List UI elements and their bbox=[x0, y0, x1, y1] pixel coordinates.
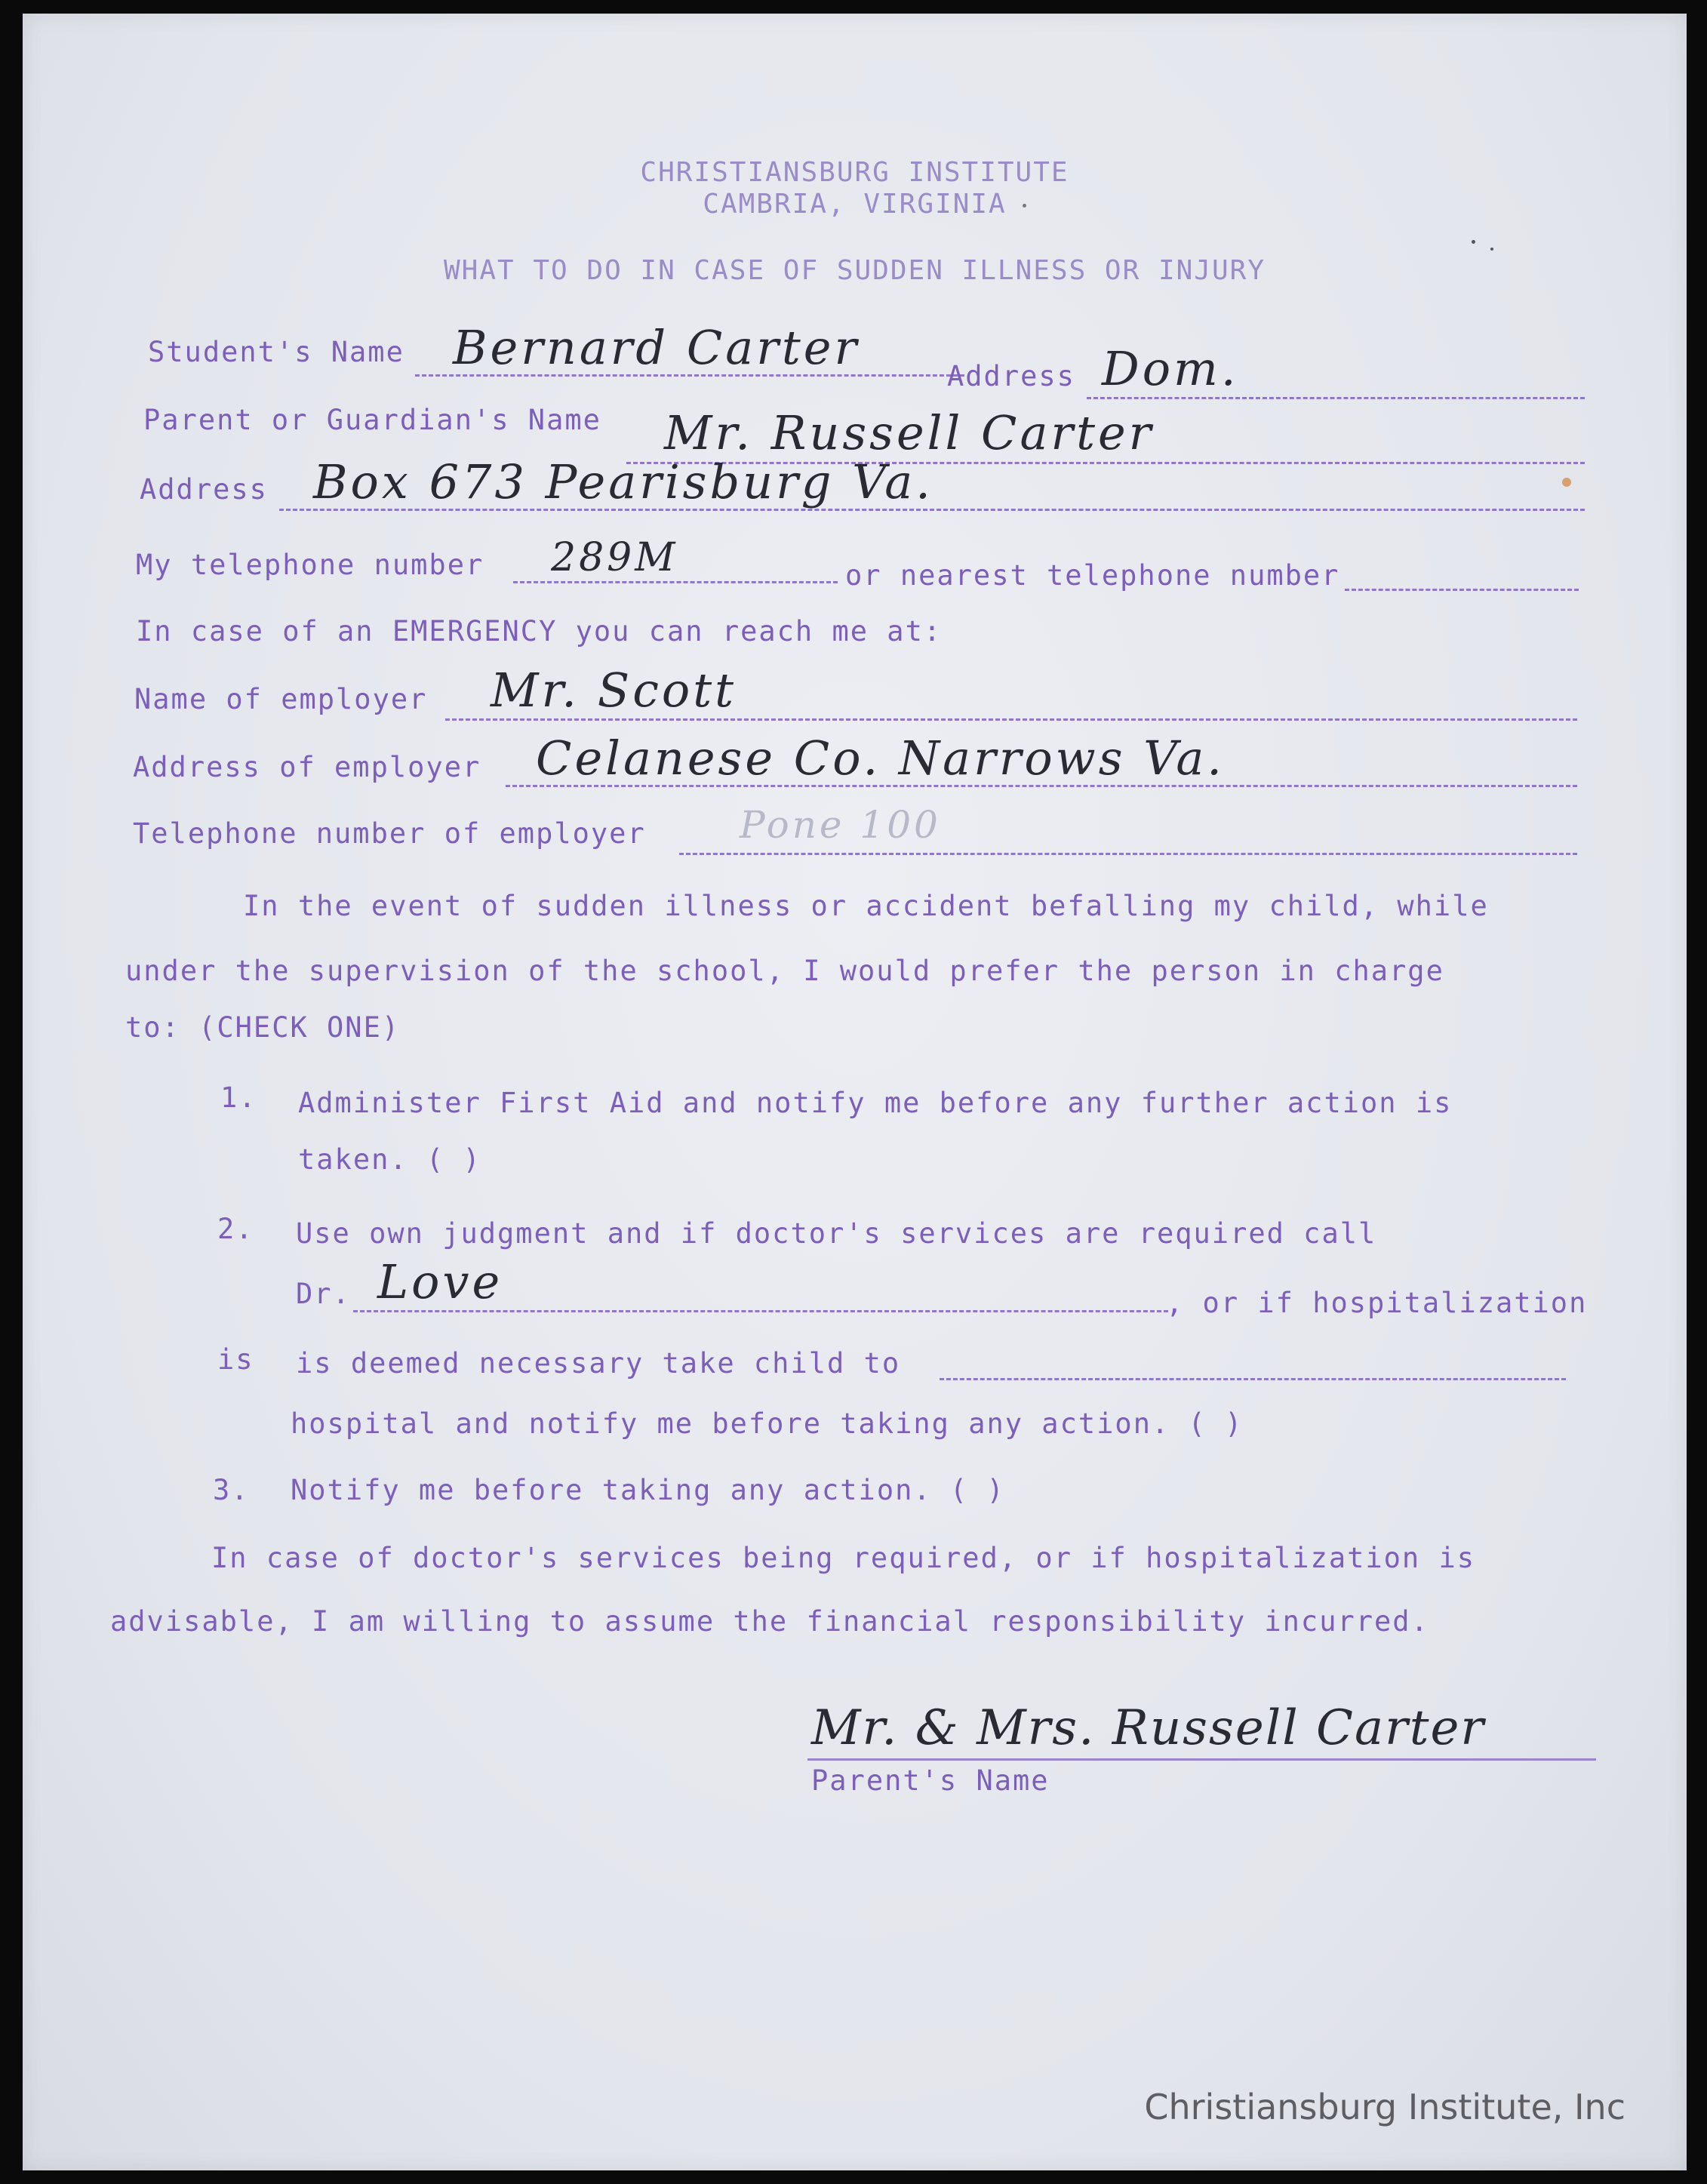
emergency-label: In case of an EMERGENCY you can reach me at: bbox=[136, 615, 943, 648]
signature-line bbox=[807, 1758, 1596, 1761]
option3-line1: Notify me before taking any action. ( ) bbox=[291, 1474, 1005, 1506]
paragraph1-line1: In the event of sudden illness or accident befalling my child, while bbox=[243, 890, 1489, 922]
paper-speck bbox=[1472, 240, 1475, 244]
employer-name-value: Mr. Scott bbox=[491, 663, 737, 718]
option2-dr-line bbox=[353, 1310, 1168, 1312]
option1-line1: Administer First Aid and notify me before any further action is bbox=[298, 1087, 1453, 1119]
telephone-line bbox=[513, 581, 838, 583]
telephone-label: My telephone number bbox=[136, 549, 484, 581]
paper-speck bbox=[1490, 248, 1493, 251]
parent-signature: Mr. & Mrs. Russell Carter bbox=[811, 1700, 1485, 1756]
employer-name-label: Name of employer bbox=[134, 683, 428, 715]
option2-dr-label: Dr. bbox=[296, 1278, 351, 1310]
institution-name: CHRISTIANSBURG INSTITUTE bbox=[640, 157, 1069, 188]
nearest-telephone-label: or nearest telephone number bbox=[845, 559, 1340, 592]
student-address-value: Dom. bbox=[1102, 341, 1239, 396]
paragraph2-line2: advisable, I am willing to assume the financial responsibility incurred. bbox=[110, 1605, 1429, 1638]
employer-phone-label: Telephone number of employer bbox=[133, 817, 646, 850]
telephone-value: 289M bbox=[551, 535, 678, 580]
paragraph1-line3: to: (CHECK ONE) bbox=[125, 1011, 401, 1044]
employer-phone-value: Pone 100 bbox=[740, 803, 941, 847]
option1-line2: taken. ( ) bbox=[298, 1143, 481, 1176]
guardian-value: Mr. Russell Carter bbox=[664, 405, 1155, 460]
form-title: WHAT TO DO IN CASE OF SUDDEN ILLNESS OR INJURY bbox=[444, 255, 1266, 286]
option2-is: is bbox=[217, 1343, 254, 1376]
student-address-label: Address bbox=[947, 360, 1075, 392]
paper-stain bbox=[1562, 478, 1571, 487]
nearest-telephone-line bbox=[1345, 589, 1579, 591]
option2-dr-value: Love bbox=[377, 1254, 503, 1309]
option2-number: 2. bbox=[217, 1213, 254, 1245]
option2-line4: hospital and notify me before taking any action. ( ) bbox=[291, 1407, 1244, 1440]
form-page bbox=[23, 14, 1687, 2170]
signature-label: Parent's Name bbox=[811, 1764, 1050, 1797]
guardian-label: Parent or Guardian's Name bbox=[143, 404, 601, 436]
option2-hospital-line bbox=[940, 1378, 1566, 1380]
paper-speck bbox=[1023, 204, 1026, 208]
watermark: Christiansburg Institute, Inc bbox=[1144, 2087, 1625, 2127]
option2-line2-tail: , or if hospitalization bbox=[1166, 1287, 1588, 1319]
option3-number: 3. bbox=[213, 1474, 250, 1506]
student-name-value: Bernard Carter bbox=[453, 320, 860, 375]
option1-number: 1. bbox=[220, 1081, 257, 1114]
student-address-line bbox=[1087, 397, 1585, 399]
employer-phone-line bbox=[679, 853, 1577, 855]
employer-address-label: Address of employer bbox=[133, 751, 481, 783]
student-name-label: Student's Name bbox=[148, 336, 404, 368]
paragraph2-line1: In case of doctor's services being required, or if hospitalization is bbox=[211, 1542, 1476, 1574]
institution-location: CAMBRIA, VIRGINIA bbox=[703, 189, 1007, 220]
employer-name-line bbox=[445, 718, 1577, 721]
guardian-address-value: Box 673 Pearisburg Va. bbox=[313, 454, 933, 509]
option2-line1: Use own judgment and if doctor's services are required call bbox=[296, 1217, 1377, 1250]
paragraph1-line2: under the supervision of the school, I would prefer the person in charge bbox=[125, 955, 1444, 987]
employer-address-value: Celanese Co. Narrows Va. bbox=[536, 731, 1226, 786]
option2-line3: is deemed necessary take child to bbox=[296, 1347, 901, 1380]
guardian-address-label: Address bbox=[140, 473, 268, 506]
